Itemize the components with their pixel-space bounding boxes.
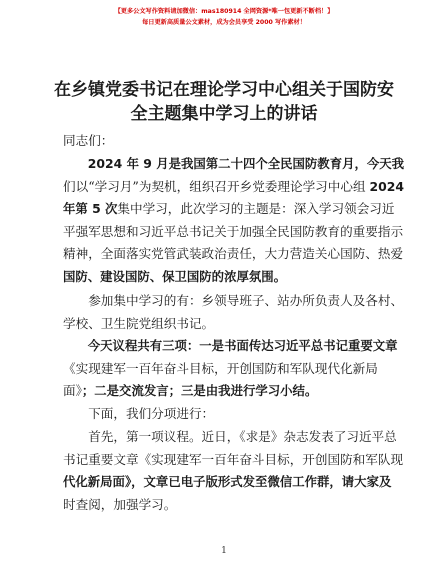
p1-line-3-bold: 年第 5 次 [63,201,118,216]
p5-line-3-text: ，文章已电子版形式发至微信工作群，请大家及 [131,474,392,489]
p1-line-2 [63,176,405,199]
p1-line-5: 精神，全面落实党管武装政治责任，大力营造关心国防、热爱 [63,246,404,261]
paragraph-2 [63,290,404,335]
promo-banner-line-1: 【更多公文写作资料请加微信：mas180914 全网资源*唯一包更新不断档！】 [114,8,334,15]
p3-line-3-end: 面》 [63,383,82,398]
promo-banner-line-2: 每日更新高质量公文素材，成为会员享受 2000 写作素材！ [142,19,306,26]
p5-line-3 [63,471,392,494]
document-title [50,78,398,126]
p3-line-2: 《实现建军一百年奋斗目标，开创国防和军队现代化新局 [63,360,378,376]
p1-line-2-year: 2024 [369,178,405,194]
title-line-1: 在乡镇党委书记在理论学习中心组关于国防安 [54,80,394,100]
p5-line-4: 时查阅，加强学习。 [63,496,177,512]
p3-line-1: 今天议程共有三项：一是书面传达习近平总书记重要文章 [63,338,398,353]
p1-line-2-text: 们以“学习月”为契机，组织召开乡党委理论学习中心组 [63,178,370,194]
p1-line-6: 国防、建设国防、保卫国防的浓厚氛围。 [63,268,287,284]
p2-line-2: 学校、卫生院党组织书记。 [63,315,215,331]
p5-line-1: 首先，第一项议程。近日，《求是》杂志发表了习近平总 [63,429,397,444]
greeting-text: 同志们： [63,133,114,148]
p5-line-3-bold: 代化新局面》 [63,474,132,489]
p1-line-1: 2024 年 9 月是我国第二十四个全民国防教育月，今天我 [63,156,405,171]
p1-line-4: 平强军思想和习近平总书记关于加强全民国防教育的重要指示 [63,223,404,239]
p3-line-3-bold: ；二是交流发言；三是由我进行学习小结。 [81,383,318,398]
p1-line-3 [63,198,395,221]
greeting [63,130,385,153]
p3-line-3 [63,380,385,403]
paragraph-5 [63,426,404,516]
p4-line-1: 下面，我们分项进行： [63,406,215,421]
paragraph-3 [63,335,398,403]
paragraph-4 [63,403,385,426]
p2-line-1: 参加集中学习的有：乡领导班子、站办所负责人及各村、 [63,293,404,308]
paragraph-1 [63,153,405,288]
p5-line-2: 书记重要文章《实现建军一百年奋斗目标，开创国防和军队现 [63,451,404,467]
page-number: 1 [221,546,227,556]
p1-line-3-text: 集中学习，此次学习的主题是：深入学习领会习近 [117,201,395,216]
title-line-2: 全主题集中学习上的讲话 [130,104,318,124]
promo-banner [0,6,448,28]
